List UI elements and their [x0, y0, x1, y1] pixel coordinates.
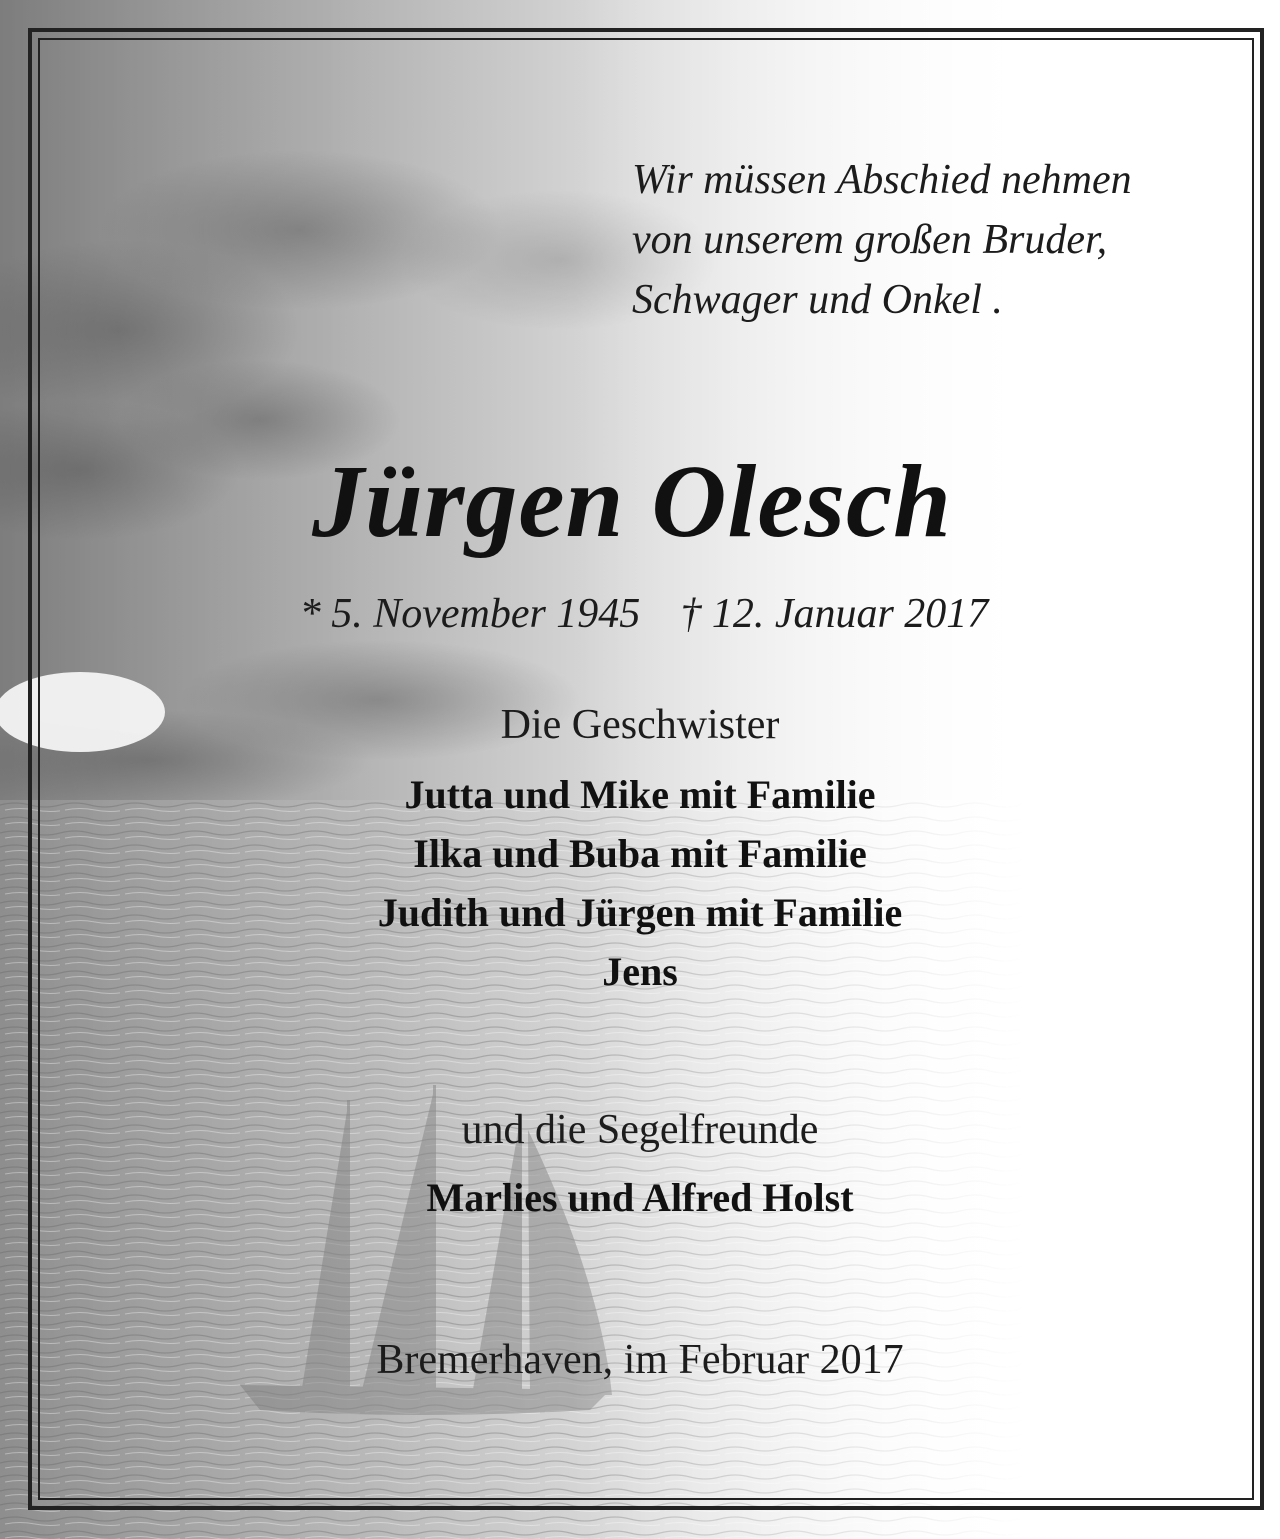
place-and-date: Bremerhaven, im Februar 2017	[376, 1337, 904, 1383]
friends-names: Marlies und Alfred Holst	[426, 1175, 854, 1220]
sibling-entry: Jutta und Mike mit Familie	[404, 772, 876, 817]
deceased-name	[0, 432, 1280, 572]
intro-line: von unserem großen Bruder,	[632, 217, 1108, 263]
intro-line: Wir müssen Abschied nehmen	[632, 157, 1132, 203]
life-dates	[0, 584, 1280, 644]
death-date: † 12. Januar 2017	[680, 591, 989, 637]
siblings-heading: Die Geschwister	[500, 702, 780, 748]
birth-date: * 5. November 1945	[299, 591, 641, 637]
sibling-entry: Jens	[602, 949, 678, 994]
intro-line: Schwager und Onkel .	[632, 277, 1003, 323]
siblings-list	[0, 765, 1280, 1001]
intro-text	[632, 150, 1212, 330]
sibling-entry: Ilka und Buba mit Familie	[413, 831, 867, 876]
friends-heading: und die Segelfreunde	[461, 1107, 819, 1153]
sibling-entry: Judith und Jürgen mit Familie	[377, 890, 903, 935]
deceased-name-text: Jürgen Olesch	[312, 444, 952, 559]
